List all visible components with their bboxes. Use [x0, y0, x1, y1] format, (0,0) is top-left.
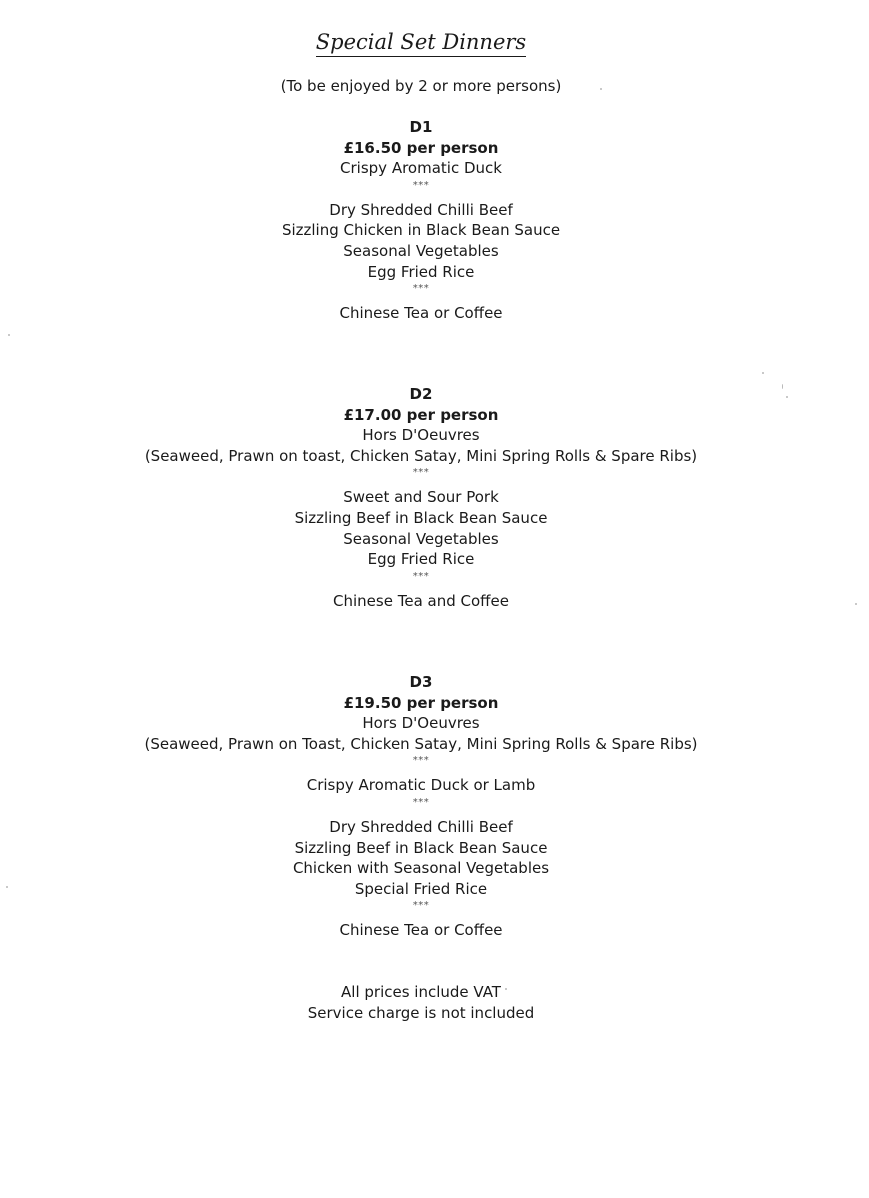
- scan-speck: [786, 396, 788, 398]
- menu-item: Crispy Aromatic Duck or Lamb: [306, 776, 536, 795]
- menu-item: Hors D'Oeuvres: [362, 426, 480, 445]
- page-title-text: Special Set Dinners: [316, 30, 526, 57]
- menu-code: D1: [409, 118, 433, 136]
- scan-speck: [855, 603, 857, 605]
- menu-code: D2: [409, 385, 433, 403]
- menu-item: Hors D'Oeuvres: [362, 714, 480, 733]
- menu-item-detail: (Seaweed, Prawn on toast, Chicken Satay, Mini Spring Rolls & Spare Ribs): [144, 446, 698, 465]
- set-menu-d3: [0, 672, 842, 941]
- menu-item: Special Fried Rice: [354, 879, 488, 898]
- scan-speck: [762, 372, 764, 374]
- course-separator: ***: [412, 283, 430, 295]
- menu-item: Egg Fried Rice: [367, 550, 475, 569]
- course-separator: ***: [412, 900, 430, 912]
- price-notes: [0, 982, 842, 1024]
- scan-speck: [505, 988, 507, 990]
- menu-item: Sizzling Beef in Black Bean Sauce: [294, 838, 548, 857]
- menu-drinks: Chinese Tea or Coffee: [339, 921, 503, 940]
- course-separator: ***: [412, 796, 430, 808]
- scan-speck: [8, 334, 10, 336]
- page-subtitle: (To be enjoyed by 2 or more persons): [280, 77, 562, 95]
- menu-price: £17.00 per person: [343, 405, 499, 424]
- menu-item: Sweet and Sour Pork: [343, 488, 499, 507]
- service-charge-note: Service charge is not included: [307, 1004, 535, 1022]
- menu-item: Crispy Aromatic Duck: [340, 159, 502, 178]
- menu-item: Sizzling Beef in Black Bean Sauce: [294, 508, 548, 527]
- menu-item: Sizzling Chicken in Black Bean Sauce: [281, 221, 561, 240]
- scan-speck: [600, 88, 602, 90]
- menu-item: Chicken with Seasonal Vegetables: [292, 859, 550, 878]
- course-separator: ***: [412, 570, 430, 582]
- menu-drinks: Chinese Tea and Coffee: [333, 591, 509, 610]
- scan-speck: [782, 384, 783, 389]
- menu-item: Dry Shredded Chilli Beef: [329, 817, 513, 836]
- menu-item: Dry Shredded Chilli Beef: [329, 200, 513, 219]
- course-separator: ***: [412, 179, 430, 191]
- menu-drinks: Chinese Tea or Coffee: [339, 304, 503, 323]
- course-separator: ***: [412, 467, 430, 479]
- menu-price: £16.50 per person: [343, 138, 499, 157]
- course-separator: ***: [412, 755, 430, 767]
- menu-item: Seasonal Vegetables: [343, 529, 499, 548]
- menu-price: £19.50 per person: [343, 693, 499, 712]
- menu-item: Egg Fried Rice: [367, 262, 475, 281]
- set-menu-d1: [0, 117, 842, 324]
- set-menu-d2: [0, 384, 842, 611]
- menu-code: D3: [409, 673, 433, 691]
- vat-note: All prices include VAT: [341, 983, 501, 1001]
- menu-item: Seasonal Vegetables: [343, 241, 499, 260]
- scan-speck: [6, 886, 8, 888]
- page-title: [0, 26, 842, 58]
- menu-item-detail: (Seaweed, Prawn on Toast, Chicken Satay, Mini Spring Rolls & Spare Ribs): [144, 734, 698, 753]
